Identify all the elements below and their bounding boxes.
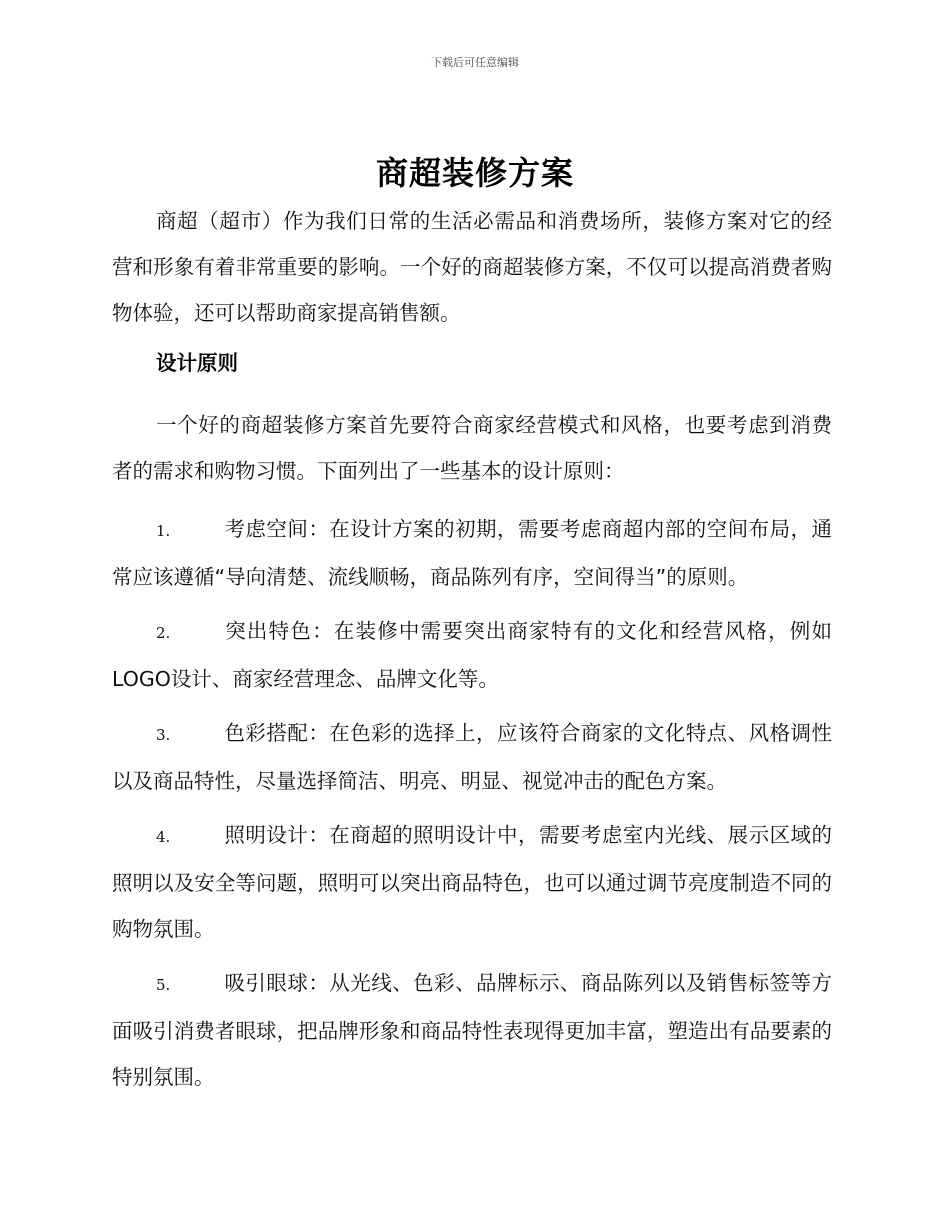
principles-intro-paragraph: 一个好的商超装修方案首先要符合商家经营模式和风格，也要考虑到消费者的需求和购物习惯。下面列出了一些基本的设计原则：: [112, 413, 832, 483]
header-note: 下载后可任意编辑: [431, 56, 519, 69]
list-item: [112, 506, 832, 600]
list-item: [112, 812, 832, 952]
list-item-number: 3.: [156, 726, 171, 744]
list-item-text: 考虑空间：在设计方案的初期，需要考虑商超内部的空间布局，通常应该遵循“导向清楚、流线顺畅，商品陈列有序，空间得当”的原则。: [112, 517, 832, 589]
list-item-text: 照明设计：在商超的照明设计中，需要考虑室内光线、展示区域的照明以及安全等问题，照明可以突出商品特色，也可以通过调节亮度制造不同的购物氛围。: [112, 823, 832, 941]
list-item-text: 吸引眼球：从光线、色彩、品牌标示、商品陈列以及销售标签等方面吸引消费者眼球，把品牌形象和商品特性表现得更加丰富，塑造出有品要素的特别氛围。: [112, 971, 832, 1089]
list-item: [112, 710, 832, 804]
list-item-number: 5.: [156, 976, 171, 994]
intro-paragraph: 商超（超市）作为我们日常的生活必需品和消费场所，装修方案对它的经营和形象有着非常重要的影响。一个好的商超装修方案，不仅可以提高消费者购物体验，还可以帮助商家提高销售额。: [112, 209, 832, 325]
section-heading-design-principles: 设计原则: [156, 351, 238, 375]
list-item: [112, 608, 832, 702]
list-item-number: 2.: [156, 624, 171, 642]
list-item-text: 色彩搭配：在色彩的选择上，应该符合商家的文化特点、风格调性以及商品特性，尽量选择简洁、明亮、明显、视觉冲击的配色方案。: [112, 721, 832, 793]
list-item-number: 4.: [156, 828, 171, 846]
list-item-text: 突出特色：在装修中需要突出商家特有的文化和经营风格，例如LOGO设计、商家经营理念、品牌文化等。: [112, 619, 832, 691]
document-title: 商超装修方案: [375, 154, 574, 192]
list-item: [112, 960, 832, 1100]
list-item-number: 1.: [156, 522, 171, 540]
